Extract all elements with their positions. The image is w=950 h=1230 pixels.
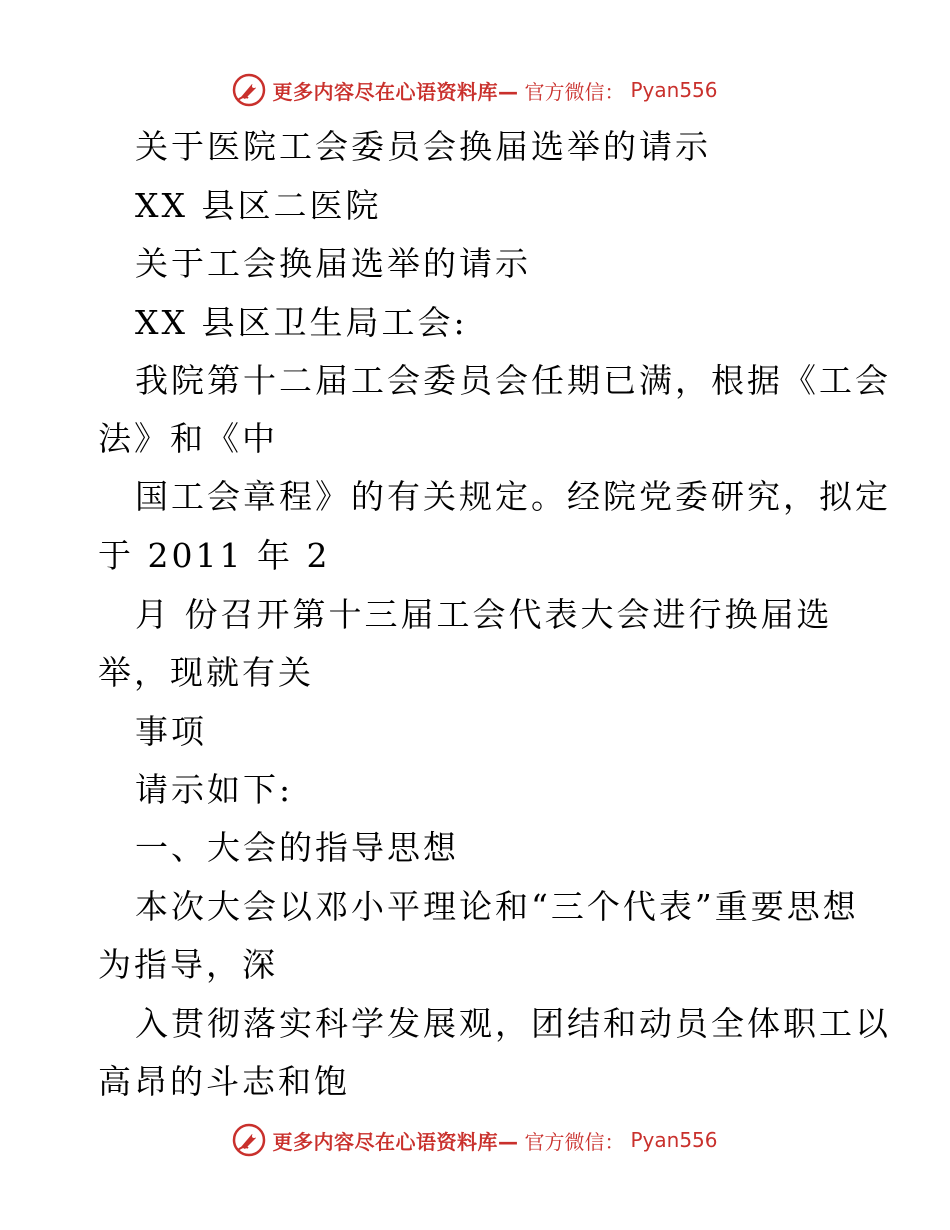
document-line: 关于工会换届选举的请示	[135, 244, 531, 283]
document-line: 国工会章程》的有关规定。经院党委研究，拟定	[135, 477, 891, 516]
document-title: 关于医院工会委员会换届选举的请示	[135, 127, 711, 166]
banner-wechat-id: Pyan556	[630, 78, 718, 102]
document-line: 事项	[135, 712, 207, 751]
banner-wechat-label: 官方微信：	[524, 1129, 625, 1154]
document-line: 请示如下:	[135, 770, 294, 809]
document-line: 法》和《中	[98, 419, 278, 458]
banner-wechat-label: 官方微信：	[524, 79, 625, 104]
document-line: XX 县区卫生局工会:	[135, 303, 468, 342]
document-line: 举，现就有关	[98, 653, 314, 692]
document-line: 于 2011 年 2	[98, 536, 331, 575]
header-banner	[0, 68, 950, 112]
section-heading: 一、大会的指导思想	[135, 828, 459, 867]
document-line: 月 份召开第十三届工会代表大会进行换届选	[135, 595, 833, 634]
document-line: 为指导，深	[98, 945, 278, 984]
footer-banner	[0, 1118, 950, 1162]
document-line: 入贯彻落实科学发展观，团结和动员全体职工以	[135, 1004, 891, 1043]
banner-wechat-id: Pyan556	[630, 1128, 718, 1152]
pen-nib-logo-icon	[232, 73, 266, 107]
banner-site-text: 更多内容尽在心语资料库—	[272, 79, 519, 104]
document-line: XX 县区二医院	[135, 186, 382, 225]
document-line: 我院第十二届工会委员会任期已满，根据《工会	[135, 361, 891, 400]
document-line: 高昂的斗志和饱	[98, 1062, 350, 1101]
document-line: 本次大会以邓小平理论和“三个代表”重要思想	[135, 887, 859, 926]
banner-site-text: 更多内容尽在心语资料库—	[272, 1129, 519, 1154]
pen-nib-logo-icon	[232, 1123, 266, 1157]
